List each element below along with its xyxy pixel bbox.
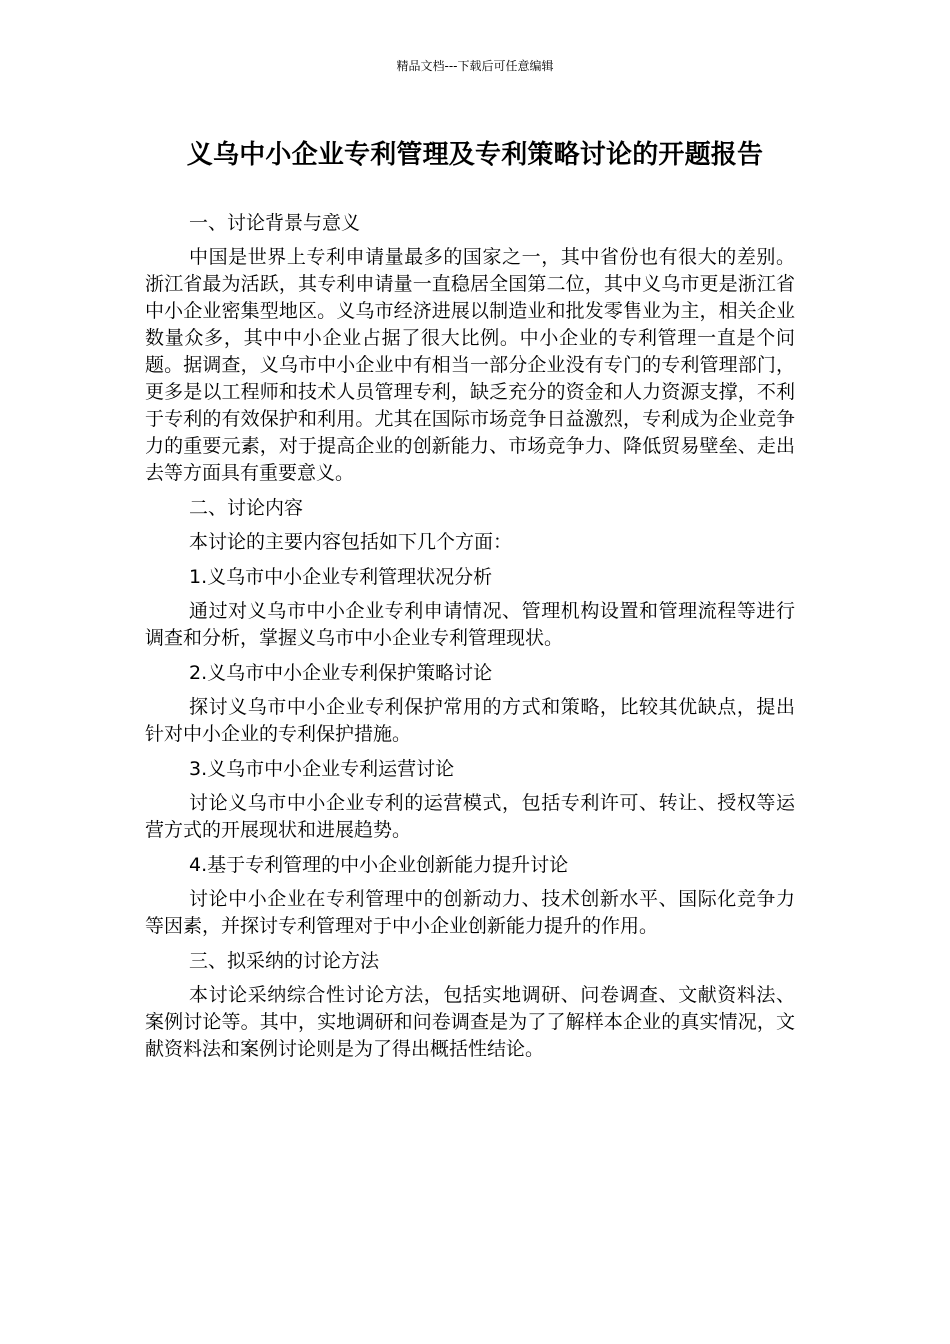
paragraph-content-intro: 本讨论的主要内容包括如下几个方面：	[189, 531, 513, 553]
subheading-innovation: 4.基于专利管理的中小企业创新能力提升讨论	[189, 854, 569, 876]
subheading-protection-strategy: 2.义乌市中小企业专利保护策略讨论	[189, 662, 493, 684]
section-heading-content: 二、讨论内容	[189, 497, 304, 519]
subheading-operation: 3.义乌市中小企业专利运营讨论	[189, 758, 455, 780]
section-heading-methods: 三、拟采纳的讨论方法	[189, 950, 380, 972]
page-header-note: 精品文档---下载后可任意编辑	[396, 59, 554, 73]
paragraph-operation: 讨论义乌市中小企业专利的运营模式，包括专利许可、转让、授权等运营方式的开展现状和进展趋势。	[145, 792, 795, 841]
paragraph-methods: 本讨论采纳综合性讨论方法，包括实地调研、问卷调查、文献资料法、案例讨论等。其中，实地调研和问卷调查是为了了解样本企业的真实情况，文献资料法和案例讨论则是为了得出概括性结论。	[145, 984, 795, 1060]
document-title: 义乌中小企业专利管理及专利策略讨论的开题报告	[186, 140, 764, 170]
paragraph-background: 中国是世界上专利申请量最多的国家之一，其中省份也有很大的差别。浙江省最为活跃，其专利申请量一直稳居全国第二位，其中义乌市更是浙江省中小企业密集型地区。义乌市经济进展以制造业和批发零售业为主，相关企业数量众多，其中中小企业占据了很大比例。中小企业的专利管理一直是个问题。据调查，义乌市中小企业中有相当一部分企业没有专门的专利管理部门，更多是以工程师和技术人员管理专利，缺乏充分的资金和人力资源支撑，不利于专利的有效保护和利用。尤其在国际市场竞争日益激烈，专利成为企业竞争力的重要元素，对于提高企业的创新能力、市场竞争力、降低贸易壁垒、走出去等方面具有重要意义。	[145, 246, 795, 484]
document-body	[145, 210, 795, 1071]
paragraph-status-analysis: 通过对义乌市中小企业专利申请情况、管理机构设置和管理流程等进行调查和分析，掌握义乌市中小企业专利管理现状。	[145, 600, 795, 649]
section-heading-background: 一、讨论背景与意义	[189, 212, 361, 234]
paragraph-protection-strategy: 探讨义乌市中小企业专利保护常用的方式和策略，比较其优缺点，提出针对中小企业的专利保护措施。	[145, 696, 795, 745]
paragraph-innovation: 讨论中小企业在专利管理中的创新动力、技术创新水平、国际化竞争力等因素，并探讨专利管理对于中小企业创新能力提升的作用。	[145, 888, 795, 937]
subheading-status-analysis: 1.义乌市中小企业专利管理状况分析	[189, 566, 493, 588]
